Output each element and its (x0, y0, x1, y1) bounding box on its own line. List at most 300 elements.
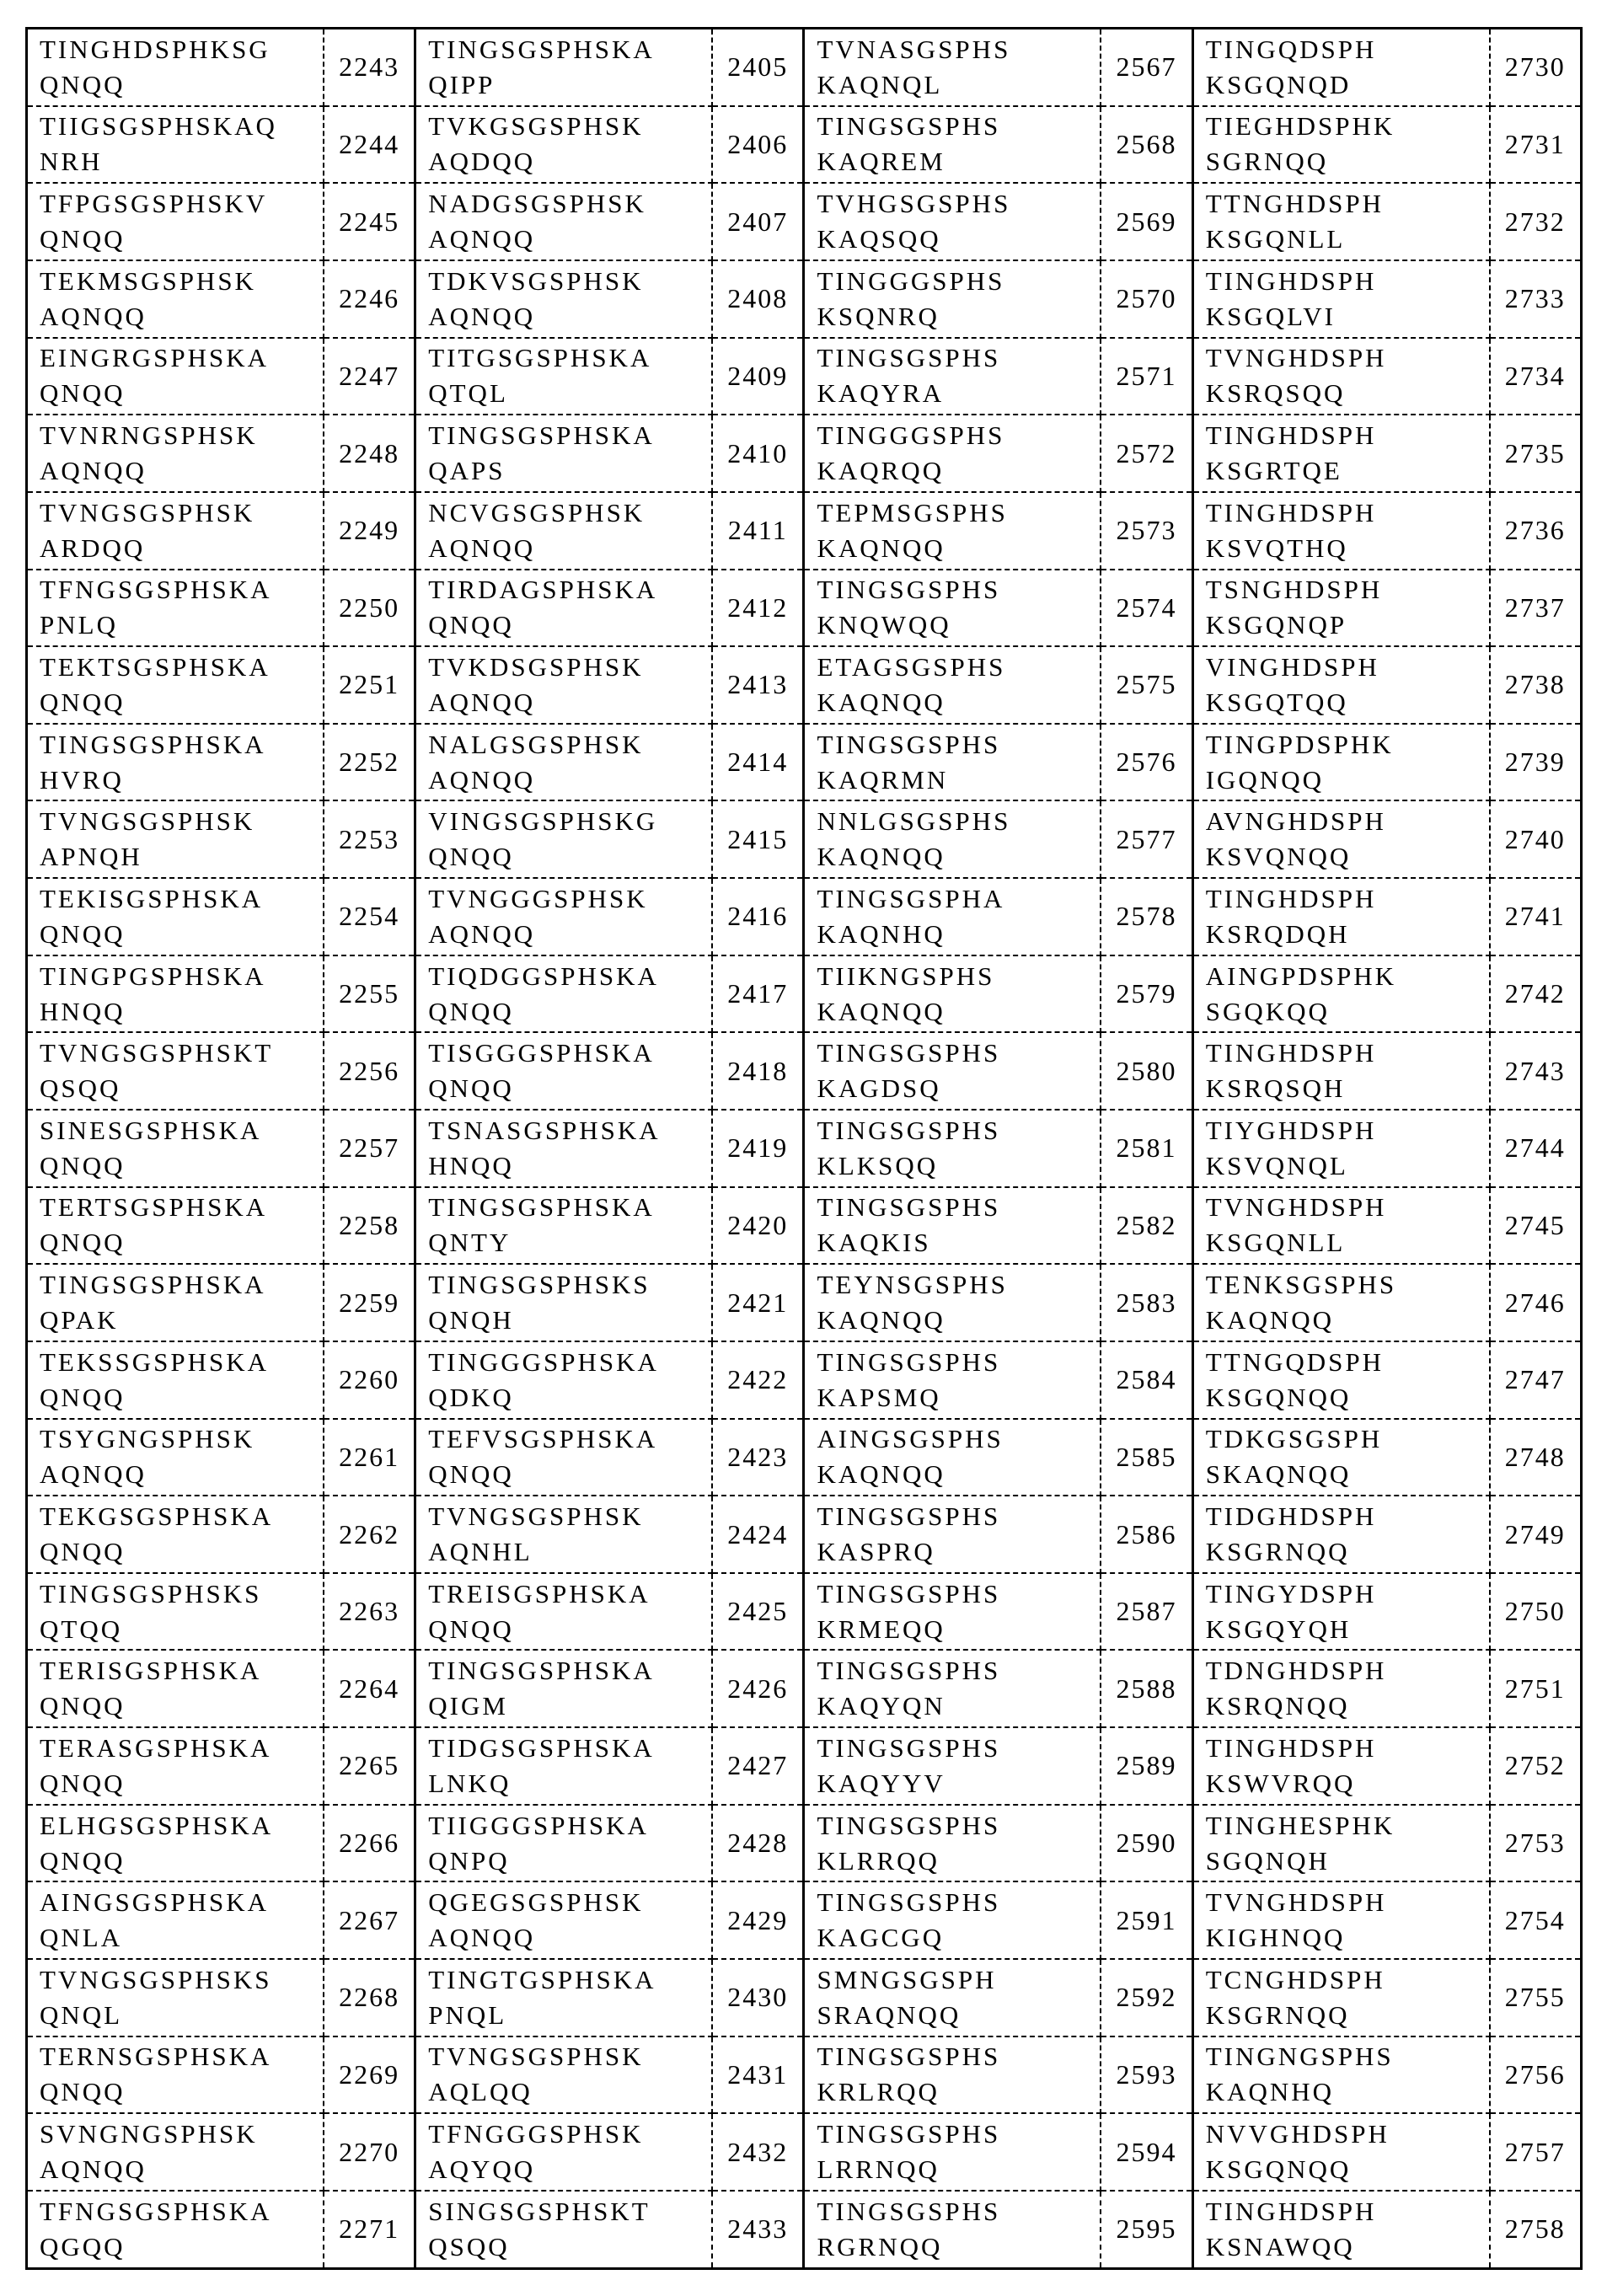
sequence-line1: TVNGHDSPH (1205, 1887, 1387, 1918)
seq-id-cell: 2731 (1490, 106, 1582, 184)
sequence-table (25, 27, 1583, 2270)
seq-id-cell: 2255 (324, 955, 415, 1033)
sequence-cell (415, 1727, 712, 1805)
sequence-line2: HVRQ (40, 764, 124, 795)
sequence-line2: SKAQNQQ (1205, 1459, 1352, 1490)
seq-id-cell: 2756 (1490, 2036, 1582, 2114)
table-row (27, 1727, 1582, 1805)
sequence-line1: VINGSGSPHSKG (428, 806, 658, 837)
seq-id-cell: 2735 (1490, 415, 1582, 492)
seq-id-cell: 2567 (1101, 29, 1192, 106)
sequence-line1: TINGHDSPH (1205, 2196, 1377, 2226)
sequence-cell (415, 1187, 712, 1265)
sequence-cell (27, 1419, 324, 1496)
sequence-line1: TVNGHDSPH (1205, 343, 1387, 373)
seq-id-cell: 2243 (324, 29, 415, 106)
sequence-cell (415, 724, 712, 801)
sequence-line2: QNQQ (428, 842, 514, 872)
seq-id-cell: 2257 (324, 1110, 415, 1187)
sequence-cell (415, 2036, 712, 2114)
sequence-line1: TENKSGSPHS (1205, 1270, 1397, 1300)
sequence-line2: QNQQ (428, 1459, 514, 1490)
seq-id-cell: 2260 (324, 1341, 415, 1419)
sequence-cell (27, 1805, 324, 1882)
table-row (27, 1805, 1582, 1882)
sequence-line2: QNQQ (428, 1614, 514, 1644)
sequence-line1: NVVGHDSPH (1205, 2119, 1390, 2149)
seq-id-cell: 2415 (712, 800, 804, 878)
sequence-line2: AQNQQ (428, 764, 536, 795)
sequence-cell (1192, 1264, 1489, 1341)
sequence-cell (1192, 646, 1489, 724)
sequence-cell (415, 1419, 712, 1496)
sequence-cell (415, 492, 712, 570)
sequence-cell (804, 183, 1101, 260)
seq-id-cell: 2573 (1101, 492, 1192, 570)
table-row (27, 492, 1582, 570)
sequence-line2: KAPSMQ (817, 1382, 941, 1412)
table-row (27, 1496, 1582, 1573)
sequence-cell (27, 1187, 324, 1265)
sequence-line2: KSWVRQQ (1205, 1768, 1356, 1798)
sequence-cell (27, 1264, 324, 1341)
sequence-line2: KAQYQN (817, 1691, 945, 1721)
sequence-cell (415, 955, 712, 1033)
sequence-line1: TIIKNGSPHS (817, 961, 995, 991)
seq-id-cell: 2426 (712, 1650, 804, 1727)
sequence-line2: KAQYYV (817, 1768, 945, 1798)
sequence-line2: QNQQ (40, 378, 126, 409)
sequence-line2: KLKSQQ (817, 1150, 939, 1180)
seq-id-cell: 2593 (1101, 2036, 1192, 2114)
sequence-line2: AQNHL (428, 1537, 533, 1566)
sequence-line1: TIDGHDSPH (1205, 1501, 1377, 1531)
sequence-cell (415, 1573, 712, 1651)
sequence-line2: PNLQ (40, 610, 118, 640)
sequence-line2: KAQSQQ (817, 224, 941, 254)
sequence-cell (1192, 1419, 1489, 1496)
seq-id-cell: 2262 (324, 1496, 415, 1573)
sequence-line2: QNQQ (428, 610, 514, 640)
table-row (27, 1650, 1582, 1727)
seq-id-cell: 2244 (324, 106, 415, 184)
sequence-line2: KSGQNLL (1205, 224, 1346, 254)
sequence-line1: TDKGSGSPH (1205, 1424, 1383, 1454)
seq-id-cell: 2589 (1101, 1727, 1192, 1805)
sequence-line1: TFNGSGSPHSKA (40, 575, 272, 605)
sequence-cell (27, 492, 324, 570)
sequence-line1: TVNGSGSPHSK (428, 2042, 644, 2072)
sequence-line1: TIRDAGSPHSKA (428, 575, 658, 605)
sequence-line1: TFNGSGSPHSKA (40, 2196, 272, 2226)
sequence-line2: QNQQ (428, 996, 514, 1026)
seq-id-cell: 2587 (1101, 1573, 1192, 1651)
seq-id-cell: 2730 (1490, 29, 1582, 106)
sequence-cell (27, 955, 324, 1033)
sequence-cell (804, 570, 1101, 647)
sequence-line1: TINGSGSPHS (817, 1732, 1001, 1763)
sequence-cell (27, 183, 324, 260)
sequence-line2: KAGCGQ (817, 1923, 945, 1953)
sequence-cell (415, 1650, 712, 1727)
sequence-line1: TINGHESPHK (1205, 1810, 1395, 1840)
table-row (27, 338, 1582, 415)
sequence-line1: TEKTSGSPHSKA (40, 651, 271, 682)
sequence-cell (804, 29, 1101, 106)
seq-id-cell: 2568 (1101, 106, 1192, 184)
seq-id-cell: 2421 (712, 1264, 804, 1341)
sequence-cell (804, 260, 1101, 338)
sequence-cell (804, 415, 1101, 492)
table-row (27, 955, 1582, 1033)
seq-id-cell: 2271 (324, 2191, 415, 2269)
sequence-line2: KAGDSQ (817, 1073, 941, 1104)
sequence-cell (415, 800, 712, 878)
sequence-line1: TREISGSPHSKA (428, 1578, 651, 1608)
sequence-line2: QNQQ (40, 1845, 126, 1876)
sequence-line1: TERNSGSPHSKA (40, 2042, 272, 2072)
sequence-line1: QGEGSGSPHSK (428, 1887, 644, 1918)
sequence-line2: ARDQQ (40, 533, 146, 563)
sequence-cell (1192, 1187, 1489, 1265)
sequence-line2: KIGHNQQ (1205, 1923, 1346, 1953)
sequence-cell (415, 1264, 712, 1341)
sequence-cell (415, 29, 712, 106)
sequence-line1: TVKDSGSPHSK (428, 651, 644, 682)
table-row (27, 570, 1582, 647)
sequence-line2: QNQQ (40, 918, 126, 949)
sequence-line2: NRH (40, 147, 103, 177)
sequence-line2: KSRQSQH (1205, 1073, 1346, 1104)
sequence-line2: LNKQ (428, 1768, 512, 1798)
sequence-line1: TTNGQDSPH (1205, 1346, 1384, 1377)
sequence-line1: TERTSGSPHSKA (40, 1192, 268, 1223)
sequence-line1: TINGSGSPHSKA (428, 1192, 655, 1223)
sequence-line1: TINGSGSPHS (817, 1346, 1001, 1377)
sequence-line2: KLRRQQ (817, 1845, 940, 1876)
seq-id-cell: 2410 (712, 415, 804, 492)
sequence-line1: TEKSSGSPHSKA (40, 1346, 270, 1377)
sequence-line2: KAQNQL (817, 69, 943, 99)
table-row (27, 800, 1582, 878)
sequence-cell (804, 1187, 1101, 1265)
seq-id-cell: 2428 (712, 1805, 804, 1882)
table-row (27, 183, 1582, 260)
sequence-cell (1192, 724, 1489, 801)
sequence-line2: QIPP (428, 69, 495, 99)
seq-id-cell: 2588 (1101, 1650, 1192, 1727)
sequence-line1: TINGSGSPHSKS (428, 1270, 651, 1300)
seq-id-cell: 2259 (324, 1264, 415, 1341)
sequence-line2: QPAK (40, 1305, 119, 1335)
sequence-line2: RGRNQQ (817, 2231, 943, 2261)
sequence-cell (804, 1573, 1101, 1651)
seq-id-cell: 2406 (712, 106, 804, 184)
sequence-cell (27, 1959, 324, 2036)
sequence-line1: TINGPDSPHK (1205, 729, 1394, 759)
sequence-line1: TERISGSPHSKA (40, 1656, 262, 1686)
sequence-line1: TINGSGSPHS (817, 111, 1001, 142)
sequence-line1: TINGSGSPHA (817, 883, 1005, 913)
sequence-cell (415, 260, 712, 338)
sequence-cell (1192, 29, 1489, 106)
sequence-cell (804, 1264, 1101, 1341)
sequence-line1: TINGSGSPHS (817, 575, 1001, 605)
table-row (27, 2036, 1582, 2114)
sequence-cell (1192, 800, 1489, 878)
sequence-cell (415, 1881, 712, 1959)
sequence-line1: TINGHDSPH (1205, 1732, 1377, 1763)
seq-id-cell: 2758 (1490, 2191, 1582, 2269)
seq-id-cell: 2590 (1101, 1805, 1192, 1882)
sequence-line1: TINGSGSPHSKA (40, 1270, 266, 1300)
sequence-cell (27, 2113, 324, 2191)
seq-id-cell: 2751 (1490, 1650, 1582, 1727)
seq-id-cell: 2571 (1101, 338, 1192, 415)
sequence-line2: AQNQQ (40, 2154, 147, 2185)
seq-id-cell: 2750 (1490, 1573, 1582, 1651)
sequence-line1: TINGGGSPHSKA (428, 1346, 659, 1377)
sequence-line2: QNQQ (40, 2077, 126, 2107)
sequence-line1: TINGSGSPHS (817, 1656, 1001, 1686)
sequence-line2: QAPS (428, 456, 506, 486)
sequence-cell (1192, 2191, 1489, 2269)
sequence-line1: TITGSGSPHSKA (428, 343, 652, 373)
seq-id-cell: 2245 (324, 183, 415, 260)
sequence-line1: TIQDGGSPHSKA (428, 961, 659, 991)
sequence-line2: AQDQQ (428, 147, 536, 177)
sequence-line2: QNQQ (40, 1228, 126, 1258)
sequence-cell (415, 2113, 712, 2191)
sequence-line1: TIIGGGSPHSKA (428, 1810, 649, 1840)
sequence-line2: KASPRQ (817, 1537, 935, 1566)
sequence-line1: TVKGSGSPHSK (428, 111, 644, 142)
seq-id-cell: 2595 (1101, 2191, 1192, 2269)
sequence-line2: KSVQNQQ (1205, 842, 1352, 872)
seq-id-cell: 2733 (1490, 260, 1582, 338)
sequence-line1: TDKVSGSPHSK (428, 265, 644, 296)
sequence-line1: ELHGSGSPHSKA (40, 1810, 274, 1840)
sequence-cell (804, 1805, 1101, 1882)
sequence-line1: NNLGSGSPHS (817, 806, 1011, 837)
seq-id-cell: 2739 (1490, 724, 1582, 801)
sequence-line1: TINGNGSPHS (1205, 2042, 1394, 2072)
seq-id-cell: 2249 (324, 492, 415, 570)
sequence-cell (415, 338, 712, 415)
sequence-line1: TINGPGSPHSKA (40, 961, 266, 991)
sequence-line1: TINGYDSPH (1205, 1578, 1377, 1608)
seq-id-cell: 2246 (324, 260, 415, 338)
sequence-line2: KSNAWQQ (1205, 2231, 1355, 2261)
seq-id-cell: 2741 (1490, 878, 1582, 955)
sequence-line1: TINGHDSPH (1205, 497, 1377, 527)
sequence-line2: SGQNQH (1205, 1845, 1330, 1876)
seq-id-cell: 2411 (712, 492, 804, 570)
seq-id-cell: 2752 (1490, 1727, 1582, 1805)
sequence-table-body (27, 29, 1582, 2269)
seq-id-cell: 2407 (712, 183, 804, 260)
sequence-line1: NCVGSGSPHSK (428, 497, 645, 527)
seq-id-cell: 2594 (1101, 2113, 1192, 2191)
sequence-line1: TVNGGGSPHSK (428, 883, 648, 913)
sequence-line2: IGQNQQ (1205, 764, 1324, 795)
seq-id-cell: 2264 (324, 1650, 415, 1727)
sequence-line2: KRLRQQ (817, 2077, 940, 2107)
sequence-line2: AQNQQ (428, 1923, 536, 1953)
seq-id-cell: 2408 (712, 260, 804, 338)
sequence-line1: TVNGSGSPHSK (40, 497, 255, 527)
sequence-line1: TVNASGSPHS (817, 34, 1011, 64)
seq-id-cell: 2743 (1490, 1032, 1582, 1110)
sequence-cell (804, 338, 1101, 415)
sequence-cell (804, 646, 1101, 724)
sequence-line1: TINGGGSPHS (817, 420, 1005, 451)
sequence-line2: KAQNQQ (817, 1459, 945, 1490)
sequence-line2: KAQNQQ (817, 842, 945, 872)
seq-id-cell: 2736 (1490, 492, 1582, 570)
sequence-line1: SMNGSGSPH (817, 1964, 997, 1994)
sequence-cell (1192, 2036, 1489, 2114)
sequence-cell (415, 646, 712, 724)
sequence-line2: AQNQQ (40, 456, 147, 486)
sequence-line2: QNQQ (40, 224, 126, 254)
seq-id-cell: 2585 (1101, 1419, 1192, 1496)
sequence-line2: QNLA (40, 1923, 123, 1953)
sequence-cell (27, 1881, 324, 1959)
seq-id-cell: 2248 (324, 415, 415, 492)
sequence-cell (415, 570, 712, 647)
sequence-line2: AQNQQ (428, 301, 536, 331)
seq-id-cell: 2414 (712, 724, 804, 801)
sequence-cell (415, 415, 712, 492)
seq-id-cell: 2247 (324, 338, 415, 415)
seq-id-cell: 2755 (1490, 1959, 1582, 2036)
sequence-cell (27, 106, 324, 184)
sequence-line2: KAQNHQ (1205, 2077, 1335, 2107)
sequence-line1: TINGSGSPHS (817, 1501, 1001, 1531)
sequence-line2: KAQNQQ (817, 996, 945, 1026)
sequence-cell (804, 1650, 1101, 1727)
sequence-cell (804, 1341, 1101, 1419)
sequence-line2: SGRNQQ (1205, 147, 1329, 177)
seq-id-cell: 2263 (324, 1573, 415, 1651)
sequence-line2: QNQQ (40, 1537, 126, 1566)
sequence-line1: TEFVSGSPHSKA (428, 1424, 658, 1454)
sequence-cell (804, 724, 1101, 801)
sequence-line1: TVHGSGSPHS (817, 189, 1011, 219)
sequence-cell (804, 1496, 1101, 1573)
sequence-line2: KAQNQQ (817, 533, 945, 563)
sequence-line1: TIYGHDSPH (1205, 1115, 1377, 1145)
seq-id-cell: 2427 (712, 1727, 804, 1805)
sequence-line2: AQLQQ (428, 2077, 533, 2107)
table-row (27, 1881, 1582, 1959)
sequence-line2: QNPQ (428, 1845, 510, 1876)
sequence-cell (27, 2191, 324, 2269)
sequence-cell (1192, 338, 1489, 415)
sequence-cell (415, 1496, 712, 1573)
seq-id-cell: 2574 (1101, 570, 1192, 647)
sequence-line1: TINGSGSPHSKA (428, 34, 655, 64)
sequence-line1: NALGSGSPHSK (428, 729, 644, 759)
sequence-line2: KSQNRQ (817, 301, 940, 331)
sequence-line1: TEKGSGSPHSKA (40, 1501, 274, 1531)
table-row (27, 2113, 1582, 2191)
seq-id-cell: 2265 (324, 1727, 415, 1805)
table-row (27, 1959, 1582, 2036)
sequence-line1: TINGSGSPHS (817, 1038, 1001, 1068)
seq-id-cell: 2569 (1101, 183, 1192, 260)
seq-id-cell: 2581 (1101, 1110, 1192, 1187)
sequence-line1: TERASGSPHSKA (40, 1732, 272, 1763)
sequence-line2: KSRQNQQ (1205, 1691, 1350, 1721)
seq-id-cell: 2579 (1101, 955, 1192, 1033)
seq-id-cell: 2732 (1490, 183, 1582, 260)
seq-id-cell: 2251 (324, 646, 415, 724)
sequence-cell (804, 800, 1101, 878)
table-row (27, 106, 1582, 184)
seq-id-cell: 2425 (712, 1573, 804, 1651)
seq-id-cell: 2429 (712, 1881, 804, 1959)
table-row (27, 878, 1582, 955)
seq-id-cell: 2586 (1101, 1496, 1192, 1573)
sequence-line2: QNQQ (40, 1768, 126, 1798)
sequence-cell (415, 1959, 712, 2036)
sequence-line2: QSQQ (40, 1073, 121, 1104)
sequence-line2: KAQNQQ (817, 687, 945, 717)
sequence-cell (415, 1032, 712, 1110)
sequence-cell (1192, 1727, 1489, 1805)
sequence-line2: HNQQ (40, 996, 126, 1026)
seq-id-cell: 2746 (1490, 1264, 1582, 1341)
sequence-line1: SINGSGSPHSKT (428, 2196, 651, 2226)
seq-id-cell: 2419 (712, 1110, 804, 1187)
seq-id-cell: 2409 (712, 338, 804, 415)
sequence-cell (804, 1727, 1101, 1805)
seq-id-cell: 2430 (712, 1959, 804, 2036)
seq-id-cell: 2256 (324, 1032, 415, 1110)
sequence-line2: QSQQ (428, 2231, 510, 2261)
sequence-cell (1192, 955, 1489, 1033)
sequence-cell (415, 2191, 712, 2269)
sequence-line1: TINGSGSPHS (817, 1578, 1001, 1608)
seq-id-cell: 2748 (1490, 1419, 1582, 1496)
sequence-line1: AINGSGSPHSKA (40, 1887, 269, 1918)
sequence-line2: KSRQSQQ (1205, 378, 1346, 409)
table-row (27, 1110, 1582, 1187)
sequence-line2: KSGQNLL (1205, 1228, 1346, 1258)
sequence-cell (804, 1110, 1101, 1187)
sequence-cell (1192, 415, 1489, 492)
seq-id-cell: 2747 (1490, 1341, 1582, 1419)
sequence-cell (27, 29, 324, 106)
sequence-cell (27, 1573, 324, 1651)
sequence-line1: TEKISGSPHSKA (40, 883, 264, 913)
sequence-line2: QNQQ (40, 687, 126, 717)
sequence-line1: SINESGSPHSKA (40, 1115, 262, 1145)
sequence-line2: KSGQNQD (1205, 69, 1352, 99)
table-row (27, 415, 1582, 492)
seq-id-cell: 2252 (324, 724, 415, 801)
sequence-cell (804, 1881, 1101, 1959)
sequence-line2: KSGQYQH (1205, 1614, 1352, 1644)
sequence-cell (27, 1341, 324, 1419)
sequence-line1: AINGPDSPHK (1205, 961, 1397, 991)
sequence-line2: KAQNHQ (817, 918, 945, 949)
seq-id-cell: 2572 (1101, 415, 1192, 492)
seq-id-cell: 2266 (324, 1805, 415, 1882)
sequence-line1: TINGSGSPHS (817, 343, 1001, 373)
